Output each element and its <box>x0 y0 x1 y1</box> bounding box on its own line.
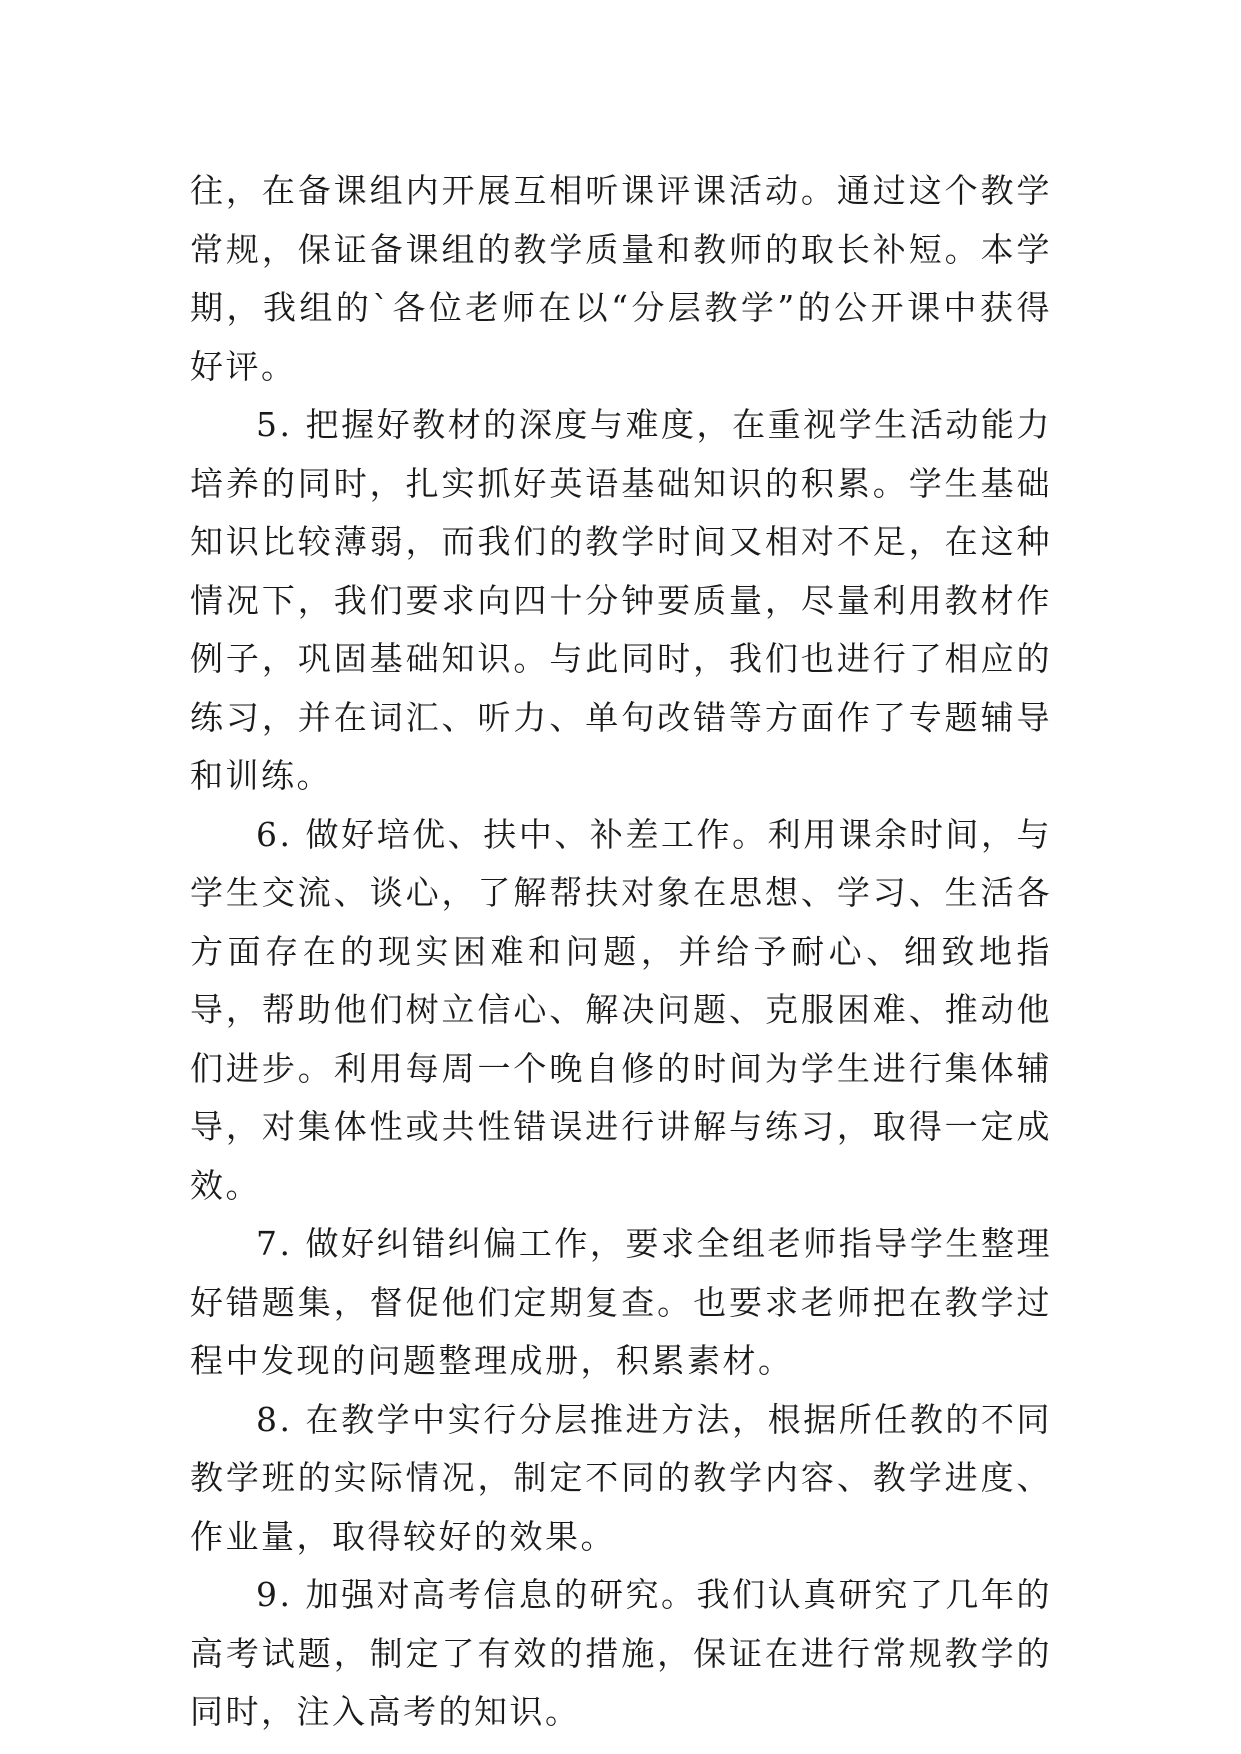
paragraph-item-6: 6. 做好培优、扶中、补差工作。利用课余时间，与学生交流、谈心，了解帮扶对象在思想、学习、生活各方面存在的现实困难和问题，并给予耐心、细致地指导，帮助他们树立信心、解决问题、克服困难、推动他们进步。利用每周一个晚自修的时间为学生进行集体辅导，对集体性或共性错误进行讲解与练习，取得一定成效。 <box>190 814 1052 1205</box>
paragraph-item-7: 7. 做好纠错纠偏工作，要求全组老师指导学生整理好错题集，督促他们定期复查。也要求老师把在教学过程中发现的问题整理成册，积累素材。 <box>190 1224 1052 1380</box>
document-body <box>190 162 1052 1742</box>
paragraph-continuation: 往，在备课组内开展互相听课评课活动。通过这个教学常规，保证备课组的教学质量和教师的取长补短。本学期，我组的`各位老师在以“分层教学”的公开课中获得好评。 <box>190 171 1052 386</box>
paragraph-item-5: 5. 把握好教材的深度与难度，在重视学生活动能力培养的同时，扎实抓好英语基础知识的积累。学生基础知识比较薄弱，而我们的教学时间又相对不足，在这种情况下，我们要求向四十分钟要质量，尽量利用教材作例子，巩固基础知识。与此同时，我们也进行了相应的练习，并在词汇、听力、单句改错等方面作了专题辅导和训练。 <box>190 405 1052 795</box>
paragraph-item-8: 8. 在教学中实行分层推进方法，根据所任教的不同教学班的实际情况，制定不同的教学内容、教学进度、作业量，取得较好的效果。 <box>190 1399 1052 1556</box>
paragraph-item-9: 9. 加强对高考信息的研究。我们认真研究了几年的高考试题，制定了有效的措施，保证在进行常规教学的同时，注入高考的知识。 <box>190 1575 1052 1731</box>
